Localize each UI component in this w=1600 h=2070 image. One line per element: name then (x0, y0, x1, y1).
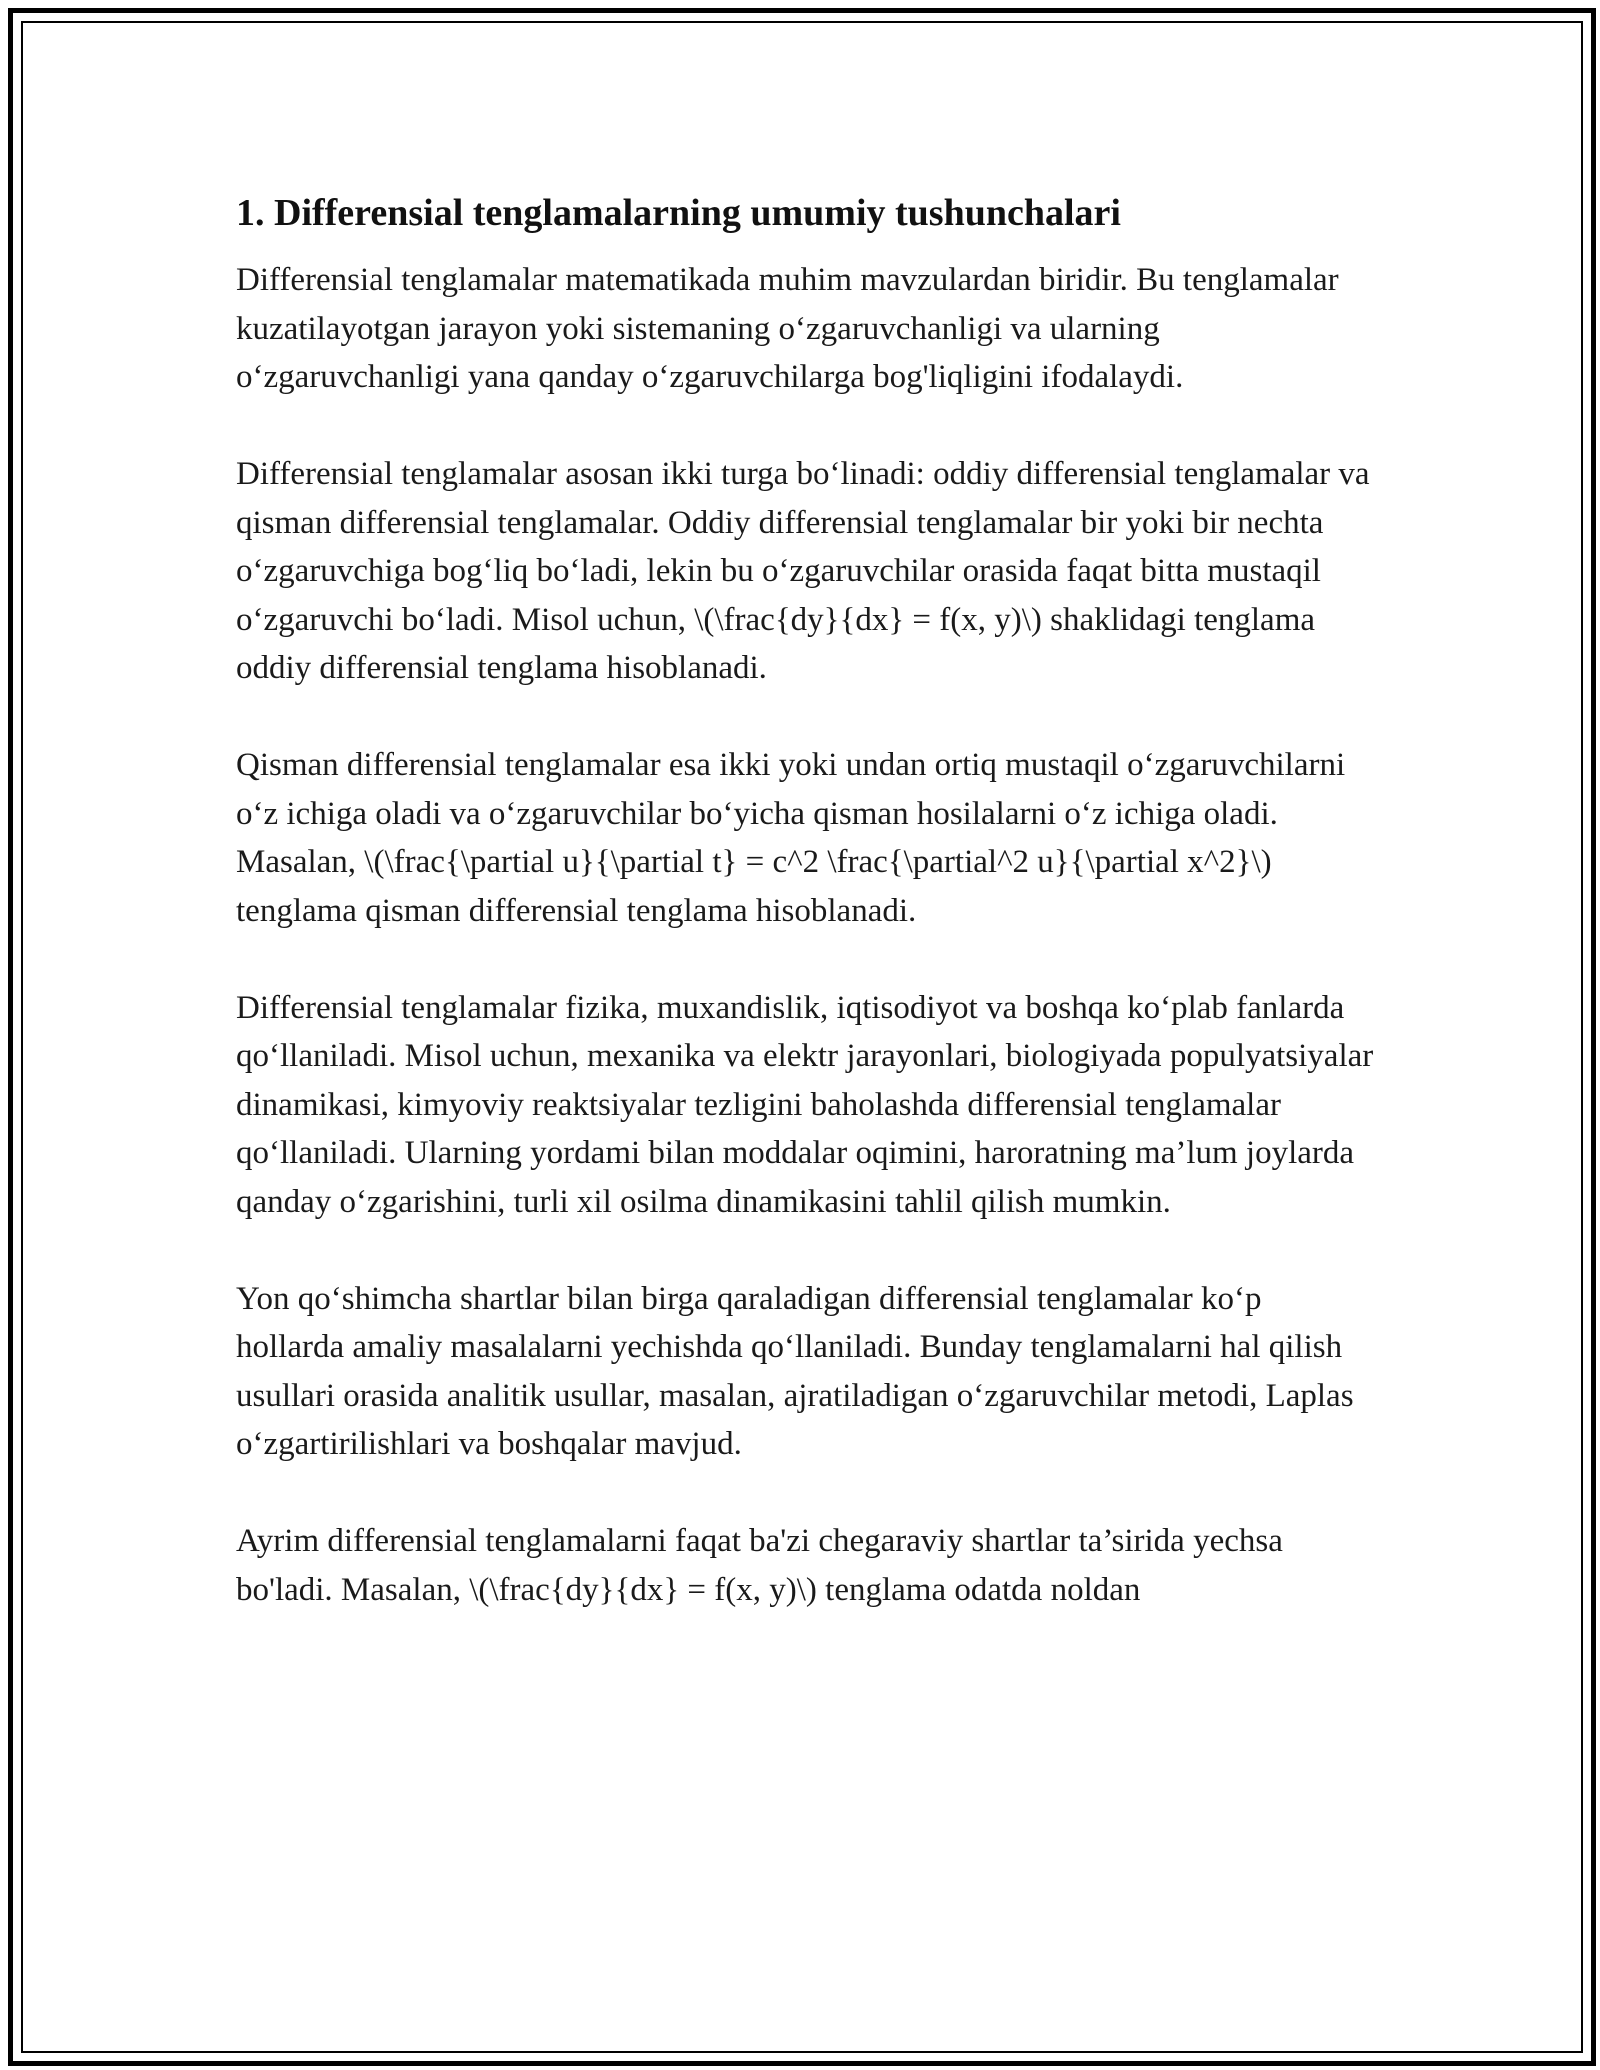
paragraph-ode-types: Differensial tenglamalar asosan ikki turga bo‘linadi: oddiy differensial tenglamalar va qisman differensial tenglamalar. Oddiy differensial tenglamalar bir yoki bir nechta o‘zgaruvchiga bog‘liq bo‘ladi, lekin bu o‘zgaruvchilar orasida faqat bitta mustaqil o‘zgaruvchi bo‘ladi. Misol uchun, \(\frac{dy}{dx} = f(x, y)\) shaklidagi tenglama oddiy differensial tenglama hisoblanadi. (236, 456, 1370, 686)
paragraph-solvability: Ayrim differensial tenglamalarni faqat ba'zi chegaraviy shartlar ta’sirida yechsa bo'ladi. Masalan, \(\frac{dy}{dx} = f(x, y)\) tenglama odatda noldan (236, 1523, 1283, 1608)
section-heading: 1. Differensial tenglamalarning umumiy tushunchalari (236, 192, 1121, 234)
paragraph-applications: Differensial tenglamalar fizika, muxandislik, iqtisodiyot va boshqa ko‘plab fanlarda qo‘llaniladi. Misol uchun, mexanika va elektr jarayonlari, biologiyada populyatsiyalar dinamikasi, kimyoviy reaktsiyalar tezligini baholashda differensial tenglamalar qo‘llaniladi. Ularning yordami bilan moddalar oqimini, haroratning ma’lum joylarda qanday o‘zgarishini, turli xil osilma dinamikasini tahlil qilish mumkin. (236, 989, 1374, 1220)
paragraph-intro: Differensial tenglamalar matematikada muhim mavzulardan biridir. Bu tenglamalar kuzatilayotgan jarayon yoki sistemaning o‘zgaruvchanligi va ularning o‘zgaruvchanligi yana qanday o‘zgaruvchilarga bog'liqligini ifodalaydi. (236, 262, 1339, 395)
paragraph-pde: Qisman differensial tenglamalar esa ikki yoki undan ortiq mustaqil o‘zgaruvchilarni o‘z ichiga oladi va o‘zgaruvchilar bo‘yicha qisman hosilalarni o‘z ichiga oladi. Masalan, \(\frac{\partial u}{\partial t} = c^2 \frac{\partial^2 u}{\partial x^2}\) tenglama qisman differensial tenglama hisoblanadi. (236, 747, 1346, 929)
paragraph-boundary-conditions: Yon qo‘shimcha shartlar bilan birga qaraladigan differensial tenglamalar ko‘p hollarda amaliy masalalarni yechishda qo‘llaniladi. Bunday tenglamalarni hal qilish usullari orasida analitik usullar, masalan, ajratiladigan o‘zgaruvchilar metodi, Laplas o‘zgartirilishlari va boshqalar mavjud. (236, 1280, 1354, 1462)
document-body (236, 186, 1376, 1663)
